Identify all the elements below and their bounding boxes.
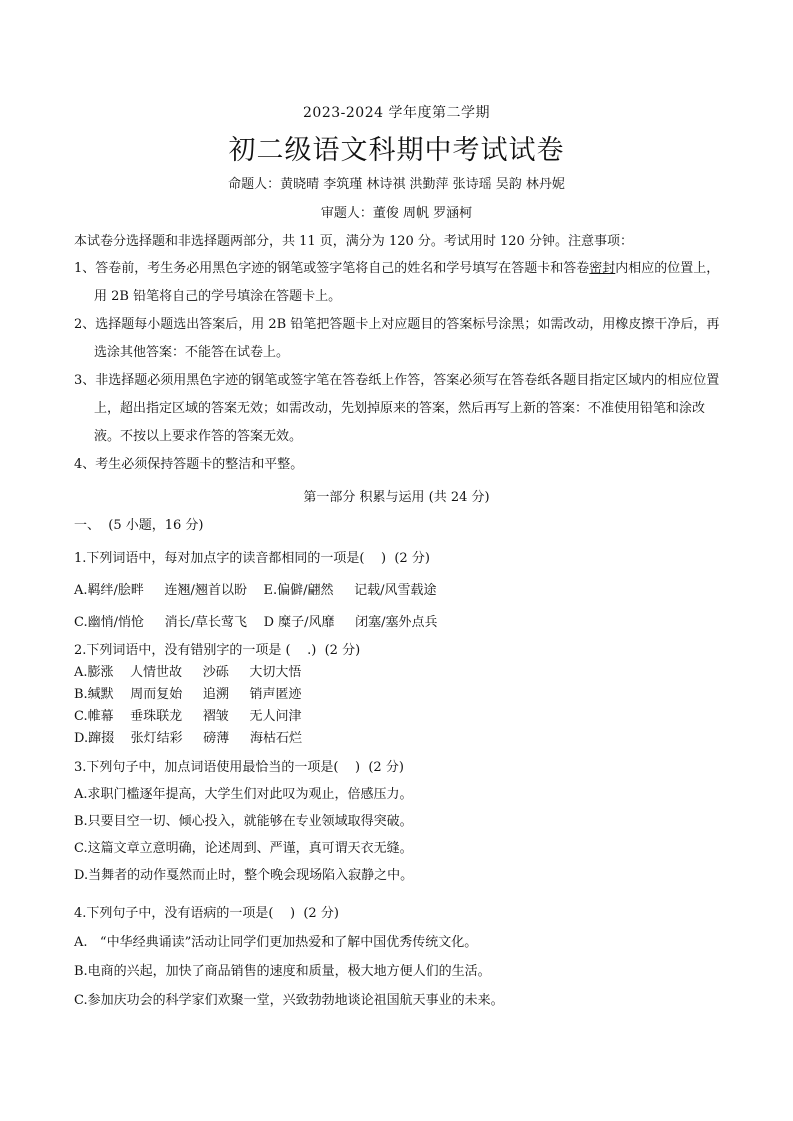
question-option-line: B.只要目空一切、倾心投入，就能够在专业领域取得突破。: [74, 814, 413, 829]
question-stem: 3.下列句子中，加点词语使用最恰当的一项是( ) (2 分): [74, 760, 404, 775]
question-option-line: B.电商的兴起，加快了商品销售的速度和质量，极大地方便人们的生活。: [74, 964, 491, 979]
question-stem: 1.下列词语中，每对加点字的读音都相同的一项是( ) (2 分): [74, 551, 430, 566]
question-3: [74, 754, 724, 889]
exam-authors: 命题人：黄晓晴 李筑瑾 林诗祺 洪勤萍 张诗瑶 吴韵 林丹妮: [228, 177, 565, 192]
note-text: 1、答卷前，考生务必用黑色字迹的钢笔或签字笔将自己的姓名和学号填写在答题卡和答卷: [74, 261, 590, 276]
exam-reviewers: 审题人：董俊 周帆 罗涵柯: [320, 206, 473, 221]
exam-title: 初二级语文科期中考试试卷: [228, 135, 565, 166]
question-option-line: A.羁绊/脍畔 连翘/翘首以盼 E.偏僻/翩然 记载/风雪载途: [74, 583, 437, 598]
note-item: [74, 311, 724, 367]
note-text: 3、非选择题必须用黑色字迹的钢笔或签字笔在答卷纸上作答，答案必须写在答卷纸各题目指定区域内的相应位置上，超出指定区域的答案无效；如需改动，先划掉原来的答案，然后再写上新的答案：不准使用铅笔和涂改液。不按以上要求作答的答案无效。: [74, 373, 720, 444]
question-option-line: D.当舞者的动作戛然而止时，整个晚会现场陷入寂静之中。: [74, 868, 414, 883]
question-option-line: C.帷幕 垂珠联龙 褶皱 无人问津: [74, 709, 302, 724]
part-one-label: 一、 (5 小题，16 分): [74, 518, 204, 533]
question-option-line: A. “中华经典诵读”活动让同学们更加热爱和了解中国优秀传统文化。: [74, 935, 478, 950]
question-option-line: D.蹿掇 张灯结彩 磅薄 海枯石烂: [74, 731, 302, 746]
question-option-line: C.参加庆功会的科学家们欢聚一堂，兴致勃勃地谈论祖国航天事业的未来。: [74, 993, 504, 1008]
note-text-after: 内相应的位置上，用 2B 铅笔将自己的学号填涂在答题卡上。: [94, 261, 720, 304]
question-2: [74, 640, 724, 750]
question-option-line: B.缄默 周而复始 追溯 销声匿迹: [74, 687, 302, 702]
question-option-line: C.幽悄/悄怆 消长/草长莺飞 D 糜子/风靡 闭塞/塞外点兵: [74, 615, 438, 630]
note-underlined-text: 密封: [589, 261, 616, 276]
section-heading: 第一部分 积累与运用 (共 24 分): [303, 490, 490, 505]
question-1: [74, 543, 724, 639]
question-4: [74, 899, 724, 1015]
question-option-line: A.膨涨 人情世故 沙砾 大切大悟: [74, 665, 302, 680]
note-text: 2、选择题每小题选出答案后，用 2B 铅笔把答题卡上对应题目的答案标号涂黑；如需改动，用橡皮擦干净后，再选涂其他答案：不能答在试卷上。: [74, 317, 720, 360]
question-stem: 2.下列词语中，没有错别字的一项是 ( .) (2 分): [74, 643, 361, 658]
note-item: [74, 451, 724, 479]
exam-notes: [74, 255, 724, 479]
note-text: 4、考生必须保持答题卡的整洁和平整。: [74, 457, 304, 472]
question-stem: 4.下列句子中，没有语病的一项是( ) (2 分): [74, 906, 339, 921]
question-option-line: C.这篇文章立意明确，论述周到、严谨，真可谓天衣无缝。: [74, 841, 413, 856]
exam-intro: 本试卷分选择题和非选择题两部分，共 11 页，满分为 120 分。考试用时 120 分钟。注意事项：: [74, 234, 633, 249]
school-year: 2023-2024 学年度第二学期: [303, 105, 490, 121]
question-option-line: A.求职门槛逐年提高，大学生们对此叹为观止，倍感压力。: [74, 787, 413, 802]
note-item: [74, 255, 724, 311]
note-item: [74, 367, 724, 451]
part-one-heading: [74, 513, 724, 539]
